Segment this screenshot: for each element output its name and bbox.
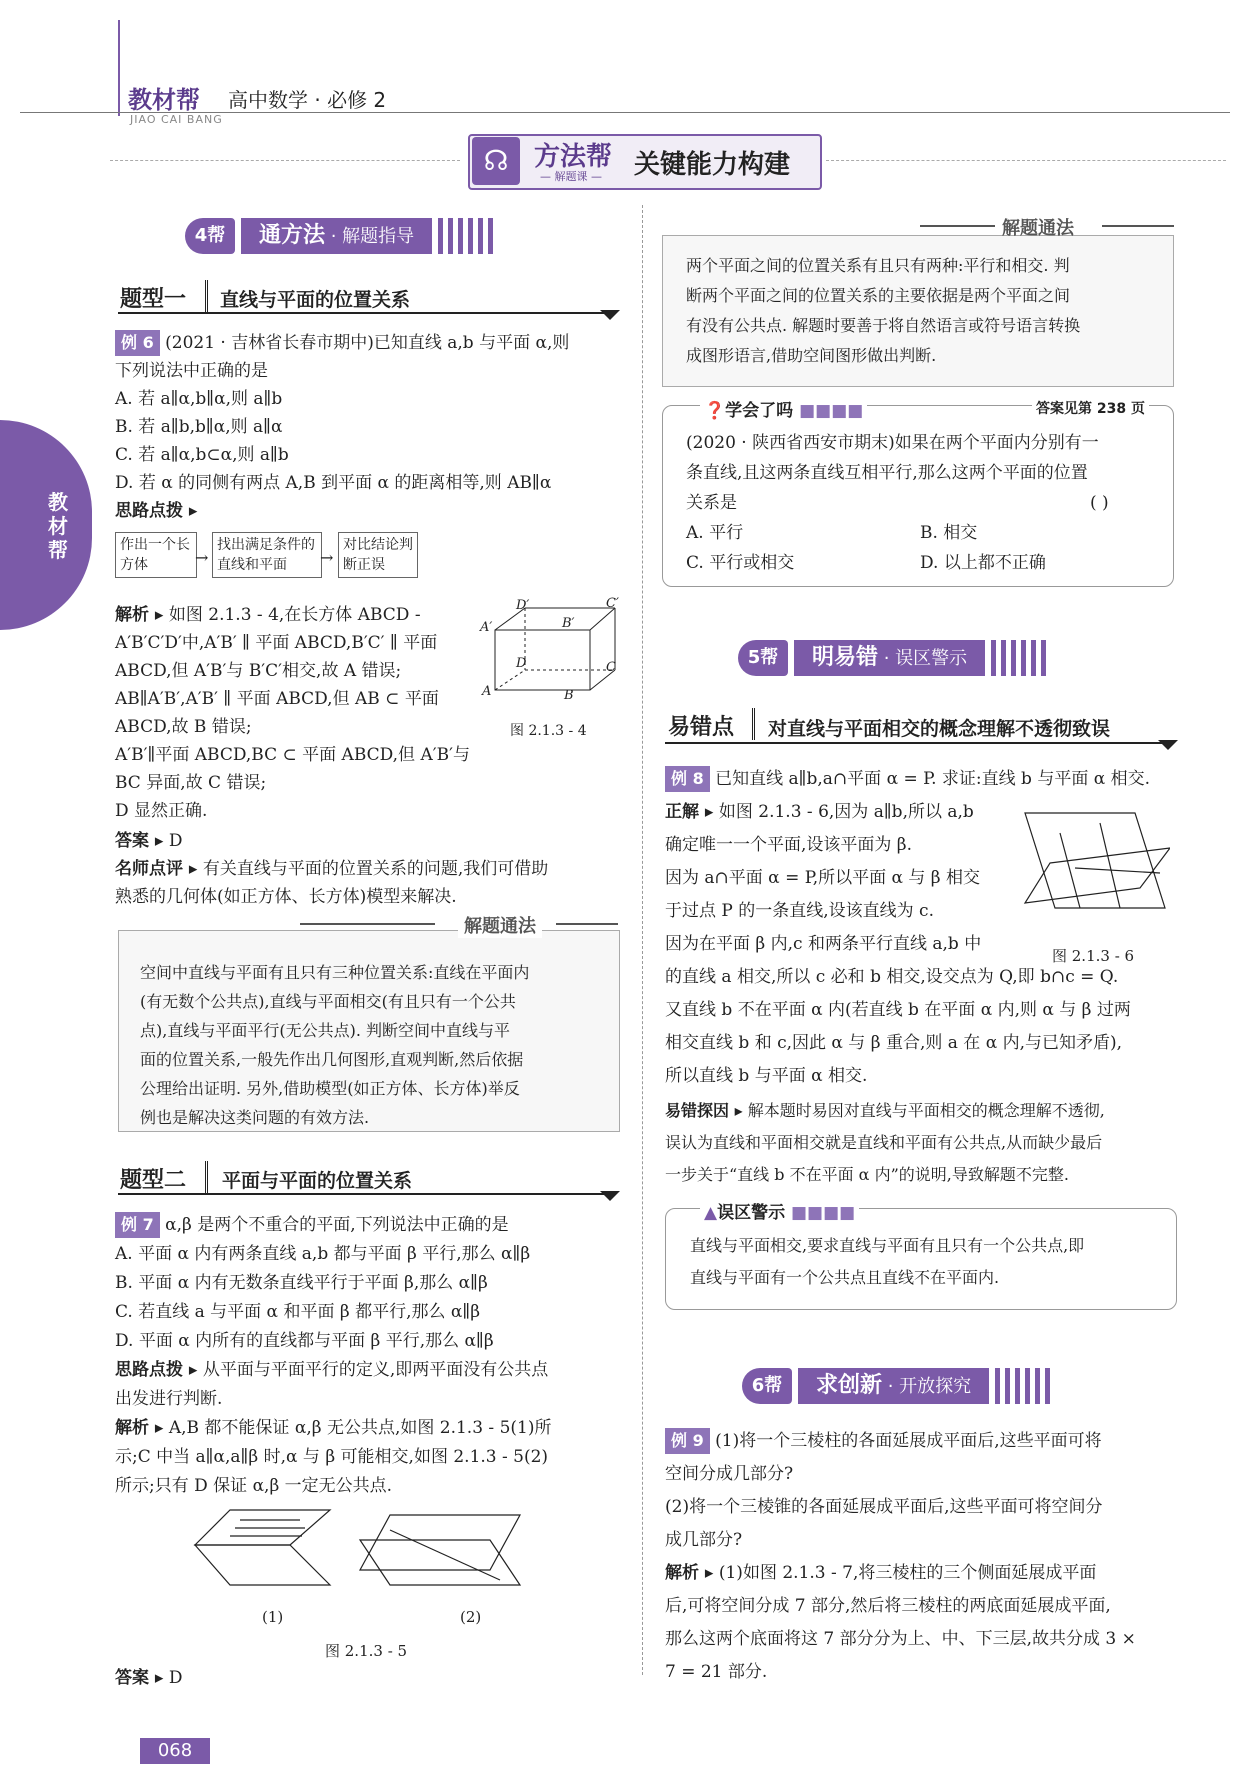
type-heading: 题型一 [120, 287, 187, 312]
vertex-label: A′ [480, 620, 493, 635]
intersection-figure [1020, 808, 1170, 918]
planes-figure [190, 1500, 550, 1600]
divider [920, 225, 995, 227]
stripes-decoration [995, 1368, 1051, 1404]
solution-6-l4: AB∥A′B′,A′B′ ∥ 平面 ABCD,但 AB ⊂ 平面 [115, 689, 439, 709]
arrow-icon: → [195, 548, 209, 567]
example-9-l4: 成几部分? [665, 1530, 743, 1550]
header-rule [118, 20, 120, 116]
option-a: A. 平面 α 内有两条直线 a,b 都与平面 β 平行,那么 α∥β [115, 1244, 531, 1264]
option-c: C. 若直线 a 与平面 α 和平面 β 都平行,那么 α∥β [115, 1302, 481, 1322]
answer-7: 答案 ▸ D [115, 1668, 183, 1688]
type-divider [205, 1161, 208, 1193]
option-b: B. 平面 α 内有无数条直线平行于平面 β,那么 α∥β [115, 1273, 488, 1293]
banner-title: 方法帮 [534, 142, 613, 172]
solution-6-l5: ABCD,故 B 错误; [115, 717, 252, 737]
option-d: D. 若 α 的同侧有两点 A,B 到平面 α 的距离相等,则 AB∥α [115, 473, 552, 493]
method-line: (有无数个公共点),直线与平面相交(有且只有一个公共 [140, 992, 516, 1011]
vertex-label: C′ [606, 596, 619, 611]
comment-l2: 熟悉的几何体(如正方体、长方体)模型来解决. [115, 887, 457, 907]
solution-7-l1: 解析 ▸ A,B 都不能保证 α,β 无公共点,如图 2.1.3 - 5(1)所 [115, 1418, 552, 1438]
vertex-label: D′ [516, 598, 530, 613]
solution-6-l2: A′B′C′D′中,A′B′ ∥ 平面 ABCD,B′C′ ∥ 平面 [115, 633, 438, 653]
triangle-icon [600, 1191, 620, 1201]
method-line: 有没有公共点. 解题时要善于将自然语言或符号语言转换 [686, 316, 1081, 335]
example-8-l5: 因为在平面 β 内,c 和两条平行直线 a,b 中 [665, 934, 982, 954]
figure-caption: 图 2.1.3 - 5 [325, 1642, 408, 1660]
solution-9-l4: 7 = 21 部分. [665, 1662, 768, 1682]
example-8-l9: 所以直线 b 与平面 α 相交. [665, 1066, 868, 1086]
section-header-6 [742, 1368, 1051, 1404]
subject-title: 高中数学 · 必修 2 [228, 88, 387, 112]
example-8-l6: 的直线 a 相交,所以 c 必和 b 相交,设交点为 Q,即 b∩c = Q. [665, 967, 1119, 987]
flow-step-1: 作出一个长方体 [115, 532, 197, 578]
hint-7-l1: 思路点拨 ▸ 从平面与平面平行的定义,即两平面没有公共点 [115, 1360, 549, 1380]
hint-label: 思路点拨 ▸ [115, 501, 198, 521]
type-heading: 题型二 [120, 1168, 187, 1193]
stripes-decoration [438, 218, 494, 254]
lightbulb-icon: ☊ [472, 137, 520, 185]
hint-7-l2: 出发进行判断. [115, 1389, 223, 1409]
option-d: D. 以上都不正确 [920, 553, 1046, 573]
option-c: C. 平行或相交 [686, 553, 795, 573]
example-8-l3: 因为 a∩平面 α = P,所以平面 α 与 β 相交 [665, 868, 981, 888]
method-title: 解题通法 [1002, 218, 1074, 239]
cause-l3: 一步关于“直线 b 不在平面 α 内”的说明,导致解题不完整. [665, 1165, 1069, 1184]
section-title: 明易错 · 误区警示 [794, 640, 985, 676]
error-heading: 易错点 [668, 715, 735, 740]
option-a: A. 平行 [686, 523, 744, 543]
cuboid-figure [480, 600, 620, 710]
warning-l2: 直线与平面有一个公共点且直线不在平面内. [690, 1268, 1000, 1287]
divider [110, 160, 460, 161]
example-7-stem: 例 7 α,β 是两个不重合的平面,下列说法中正确的是 [115, 1212, 509, 1238]
method-line: 公理给出证明. 另外,借助模型(如正方体、长方体)举反 [140, 1079, 520, 1098]
divider [556, 923, 618, 925]
example-8-l4: 于过点 P 的一条直线,设该直线为 c. [665, 901, 934, 921]
triangle-icon [1158, 740, 1178, 750]
warning-l1: 直线与平面相交,要求直线与平面有且只有一个公共点,即 [690, 1236, 1085, 1255]
example-9-l2: 空间分成几部分? [665, 1464, 794, 1484]
example-6-stem: 例 6 (2021 · 吉林省长春市期中)已知直线 a,b 与平面 α,则 [115, 330, 569, 356]
section-number: 4帮 [185, 218, 235, 254]
flow-step-2: 找出满足条件的直线和平面 [212, 532, 322, 578]
type-title: 直线与平面的位置关系 [220, 289, 411, 311]
stripes-decoration [991, 640, 1047, 676]
divider [826, 160, 1226, 161]
subfigure-label: (1) [262, 1608, 284, 1626]
flow-step-3: 对比结论判断正误 [338, 532, 418, 578]
figure-caption: 图 2.1.3 - 4 [510, 723, 587, 739]
section-header-4 [185, 218, 494, 254]
method-line: 面的位置关系,一般先作出几何图形,直观判断,然后依据 [140, 1050, 524, 1069]
solution-6-l6: A′B′∥平面 ABCD,BC ⊂ 平面 ABCD,但 A′B′与 [115, 745, 470, 765]
method-line: 空间中直线与平面有且只有三种位置关系:直线在平面内 [140, 963, 530, 982]
cause-l1: 易错探因 ▸ 解本题时易因对直线与平面相交的概念理解不透彻, [665, 1101, 1105, 1120]
brand-title: 教材帮 [128, 86, 200, 114]
section-title: 求创新 · 开放探究 [798, 1368, 989, 1404]
answer-reference: 答案见第 238 页 [1032, 398, 1149, 418]
cause-l2: 误认为直线和平面相交就是直线和平面有公共点,从而缺少最后 [665, 1133, 1103, 1152]
option-b: B. 若 a∥b,b∥α,则 a∥α [115, 417, 283, 437]
solution-9-l2: 后,可将空间分成 7 部分,然后将三棱柱的两底面延展成平面, [665, 1596, 1111, 1616]
solution-7-l2: 示;C 中当 a∥α,a∥β 时,α 与 β 可能相交,如图 2.1.3 - 5(2) [115, 1447, 549, 1467]
example-8-l8: 相交直线 b 和 c,因此 α 与 β 重合,则 a 在 α 内,与已知矛盾), [665, 1033, 1123, 1053]
option-b: B. 相交 [920, 523, 978, 543]
comment-l1: 名师点评 ▸ 有关直线与平面的位置关系的问题,我们可借助 [115, 859, 549, 879]
answer-blank: ( ) [1090, 493, 1109, 513]
learn-title: ❓学会了吗 ■■■■ [700, 396, 867, 421]
section-number: 6帮 [742, 1368, 792, 1404]
triangle-icon [600, 310, 620, 320]
page-number: 068 [140, 1738, 210, 1764]
vertex-label: C [606, 660, 616, 675]
answer-6: 答案 ▸ D [115, 831, 183, 851]
example-8-l1: 正解 ▸ 如图 2.1.3 - 6,因为 a∥b,所以 a,b [665, 802, 974, 822]
method-line: 例也是解决这类问题的有效方法. [140, 1108, 370, 1127]
arrow-icon: → [320, 548, 334, 567]
method-line: 断两个平面之间的位置关系的主要依据是两个平面之间 [686, 286, 1071, 305]
vertex-label: D [516, 656, 527, 671]
vertex-label: A [482, 684, 492, 699]
section-number: 5帮 [738, 640, 788, 676]
example-9-l1: 例 9 (1)将一个三棱柱的各面延展成平面后,这些平面可将 [665, 1428, 1102, 1454]
solution-7-l3: 所示;只有 D 保证 α,β 一定无公共点. [115, 1476, 393, 1496]
banner-heading: 关键能力构建 [634, 150, 791, 180]
example-8-l2: 确定唯一一个平面,设该平面为 β. [665, 835, 913, 855]
solution-9-l1: 解析 ▸ (1)如图 2.1.3 - 7,将三棱柱的三个侧面延展成平面 [665, 1563, 1097, 1583]
brand-english: JIAO CAI BANG [130, 113, 223, 126]
method-title: 解题通法 [458, 912, 542, 938]
error-title: 对直线与平面相交的概念理解不透彻致误 [768, 718, 1111, 740]
divider [300, 923, 435, 925]
banner-subtitle: — 解题课 — [540, 170, 602, 183]
type-divider [205, 280, 208, 312]
learn-l3: 关系是 [686, 493, 737, 513]
type-divider [752, 708, 755, 740]
divider [1102, 225, 1174, 227]
warning-box [665, 1208, 1177, 1310]
example-8-l7: 又直线 b 不在平面 α 内(若直线 b 在平面 α 内,则 α 与 β 过两 [665, 1000, 1131, 1020]
example-8-stem: 例 8 已知直线 a∥b,a∩平面 α = P. 求证:直线 b 与平面 α 相交. [665, 766, 1150, 792]
type-underline [665, 742, 1165, 744]
type-title: 平面与平面的位置关系 [222, 1170, 413, 1192]
vertex-label: B′ [562, 616, 575, 631]
method-line: 成图形语言,借助空间图形做出判断. [686, 346, 937, 365]
vertex-label: B [564, 688, 574, 703]
option-d: D. 平面 α 内所有的直线都与平面 β 平行,那么 α∥β [115, 1331, 494, 1351]
method-line: 点),直线与平面平行(无公共点). 判断空间中直线与平 [140, 1021, 510, 1040]
method-line: 两个平面之间的位置关系有且只有两种:平行和相交. 判 [686, 256, 1070, 275]
warning-title: ▲误区警示 ■■■■ [700, 1198, 859, 1223]
solution-9-l3: 那么这两个底面将这 7 部分分为上、中、下三层,故共分成 3 × [665, 1629, 1136, 1649]
section-header-5 [738, 640, 1047, 676]
solution-6-l3: ABCD,但 A′B′与 B′C′相交,故 A 错误; [115, 661, 402, 681]
option-c: C. 若 a∥α,b⊂α,则 a∥b [115, 445, 289, 465]
side-tab [0, 420, 92, 630]
example-9-l3: (2)将一个三棱锥的各面延展成平面后,这些平面可将空间分 [665, 1497, 1103, 1517]
option-a: A. 若 a∥α,b∥α,则 a∥b [115, 389, 283, 409]
column-divider [642, 205, 643, 1675]
section-title: 通方法 · 解题指导 [241, 218, 432, 254]
type-underline [118, 1193, 608, 1195]
example-6-stem-2: 下列说法中正确的是 [115, 361, 268, 381]
learn-l1: (2020 · 陕西省西安市期末)如果在两个平面内分别有一 [686, 433, 1099, 453]
solution-6-l7: BC 异面,故 C 错误; [115, 773, 267, 793]
solution-6-l1: 解析 ▸ 如图 2.1.3 - 4,在长方体 ABCD - [115, 605, 421, 625]
learn-l2: 条直线,且这两条直线互相平行,那么这两个平面的位置 [686, 463, 1088, 483]
side-tab-label: 教材帮 [48, 490, 68, 562]
figure-caption: 图 2.1.3 - 6 [1052, 947, 1135, 965]
type-underline [118, 312, 608, 314]
solution-6-l8: D 显然正确. [115, 801, 208, 821]
subfigure-label: (2) [460, 1608, 482, 1626]
